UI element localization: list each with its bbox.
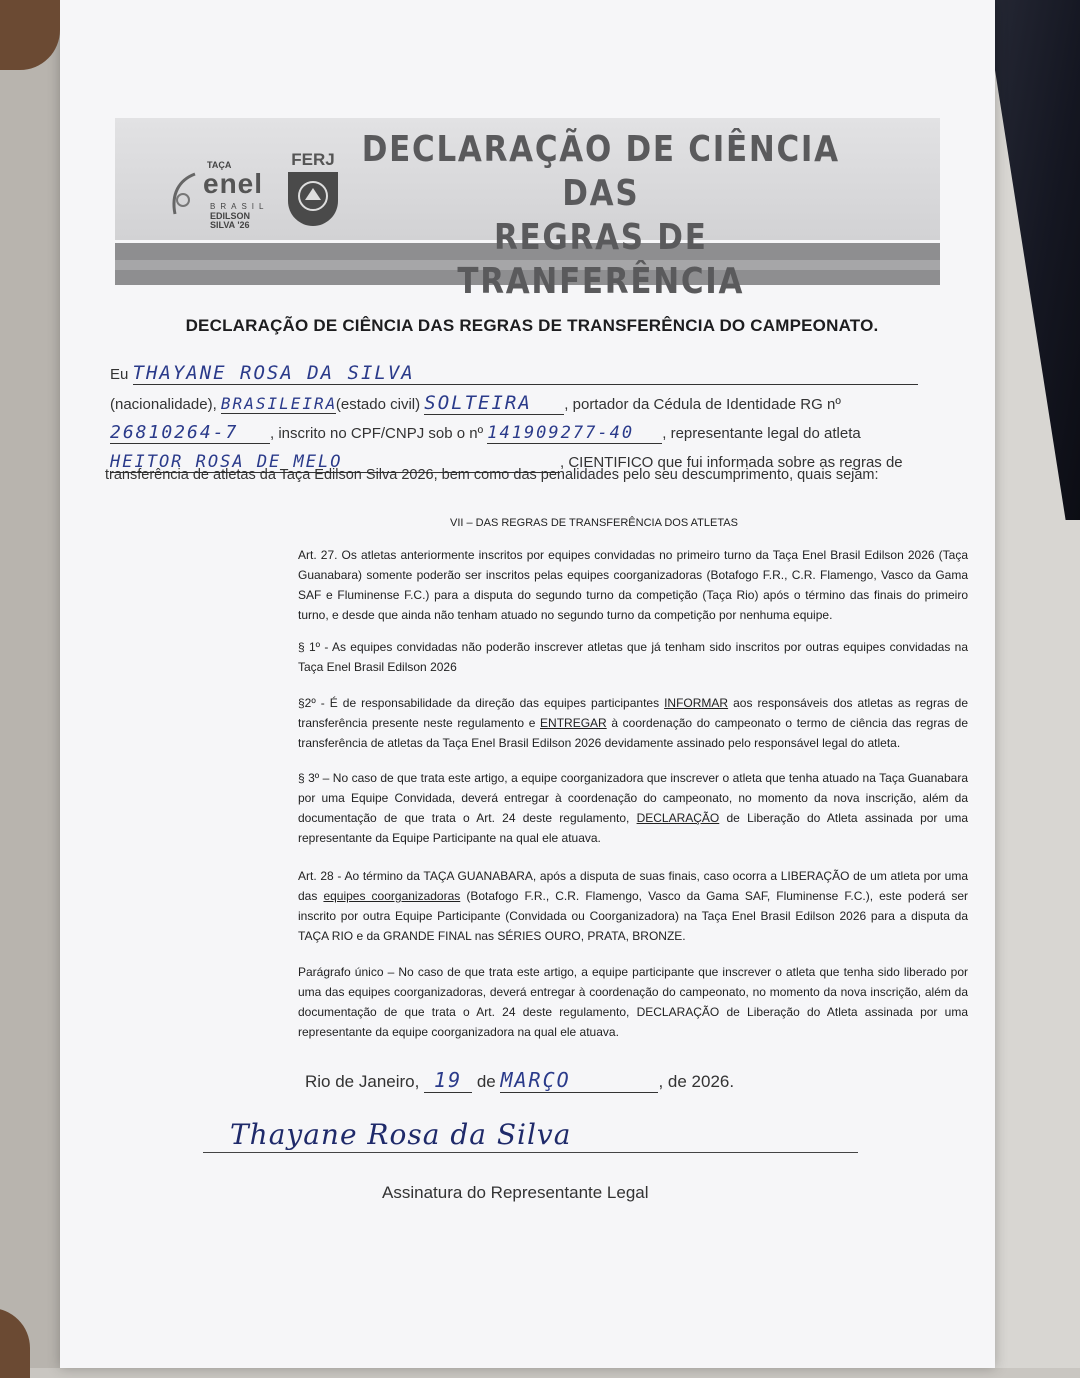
logo-taca-edilson: EDILSON SILVA '26: [210, 211, 251, 230]
date-city: Rio de Janeiro,: [305, 1072, 420, 1091]
nacionalidade-label: (nacionalidade),: [110, 396, 217, 413]
document-page: [60, 0, 995, 1368]
estado-civil-label: (estado civil): [335, 396, 421, 413]
header-title-line1: DECLARAÇÃO DE CIÊNCIA DAS: [361, 129, 840, 214]
paragraph-2: [298, 693, 968, 753]
name-value: THAYANE ROSA DA SILVA: [132, 362, 415, 384]
form-line-nationality: [110, 392, 841, 415]
p2-text-a: §2º - É de responsabilidade da direção das equipes participantes: [298, 696, 665, 710]
rg-value: 26810264-7: [110, 422, 239, 443]
art27-paragraph: Art. 27. Os atletas anteriormente inscritos por equipes convidadas no primeiro turno da Taça Enel Brasil Edilson 2026 (Taça Guanabara) somente poderão ser inscritos pelas equipes coorganizadoras (Botafogo F.R., C.R. Flamengo, Vasco da Gama SAF e Fluminense F.C.) para a disputa do segundo turno da competição (Taça Rio) após o término das finais do primeiro turno, e desde que ainda não tenham atuado no segundo turno da competição por nenhuma equipe.: [298, 548, 968, 622]
estado-civil-field[interactable]: [424, 392, 564, 415]
form-line-rg: [110, 422, 861, 444]
art28-equipes: equipes coorganizadoras: [323, 889, 461, 903]
cpf-label: , inscrito no CPF/CNPJ sob o nº: [270, 425, 484, 442]
shield-icon: [288, 172, 338, 226]
eu-label: Eu: [110, 366, 129, 383]
art28-text-b: (Botafogo F.R., C.R. Flamengo, Vasco da Gama SAF, Fluminense F.C.), este poderá ser inscrito por outra Equipe Participante (Convidada ou Coorganizadora) na Taça Enel Brasil Edilson 2026 para a disputa da TAÇA RIO e da GRANDE FINAL nas SÉRIES OURO, PRATA, BRONZE.: [298, 889, 968, 943]
date-day-field[interactable]: [424, 1068, 472, 1093]
p2-entregar: ENTREGAR: [540, 716, 607, 730]
paragraph-1: § 1º - As equipes convidadas não poderão inscrever atletas que já tenham sido inscritos por outras equipes convidadas na Taça Enel Brasil Edilson 2026: [298, 640, 968, 674]
ferj-logo-text: FERJ: [291, 150, 335, 169]
atleta-value: HEITOR ROSA DE MELO: [110, 452, 343, 472]
header-title-line2: REGRAS DE TRANFERÊNCIA: [457, 217, 745, 302]
p2-informar: INFORMAR: [664, 696, 729, 710]
p2-text-b: aos responsáveis dos atletas as regras de transferência presente neste regulamento e: [298, 696, 968, 730]
signature-label: Assinatura do Representante Legal: [382, 1183, 649, 1202]
paragrafo-unico: Parágrafo único – No caso de que trata este artigo, a equipe participante que inscrever o atleta que tenha sido liberado por uma das equipes coorganizadoras, deverá entregar à coordenação do campeonato, no momento da nova inscrição, além da documentação de que trata o Art. 24 deste regulamento, DECLARAÇÃO de Liberação do Atleta assinada por uma representante da equipe coorganizadora na qual ele atuava.: [298, 965, 968, 1039]
date-line: [305, 1068, 734, 1093]
logo-taca-brand: enel: [203, 168, 264, 199]
cpf-field[interactable]: [487, 423, 662, 444]
nacionalidade-field[interactable]: [221, 394, 336, 414]
handwritten-signature: Thayane Rosa da Silva: [230, 1118, 572, 1151]
cientifico-label: , CIENTIFICO que fui informada sobre as regras de: [560, 454, 903, 471]
logo-taca-brasil: BRASIL: [210, 202, 269, 211]
p3-declaracao: DECLARAÇÃO: [636, 811, 720, 825]
document-subtitle: DECLARAÇÃO DE CIÊNCIA DAS REGRAS DE TRANSFERÊNCIA DO CAMPEONATO.: [185, 316, 879, 335]
transfer-line: transferência de atletas da Taça Edilson Silva 2026, bem como das penalidades pelo seu descumprimento, quais sejam:: [105, 467, 879, 483]
representante-label: , representante legal do atleta: [662, 425, 861, 442]
date-de: de: [476, 1072, 496, 1091]
p3-text-a: § 3º – No caso de que trata este artigo, a equipe coorganizadora que inscrever o atleta que tenha atuado na Taça Guanabara por uma Equipe Convidada, deverá entregar à coordenação do campeonato, no momento da nova inscrição, além da documentação de que trata o Art. 24 deste regulamento,: [298, 771, 968, 825]
paragraph-3: [298, 768, 968, 848]
cpf-value: 141909277-40: [487, 423, 635, 443]
header-title: [360, 128, 842, 304]
date-year: , de 2026.: [658, 1072, 735, 1091]
art28-text-a: Art. 28 - Ao término da TAÇA GUANABARA, após a disputa de suas finais, caso ocorra a LIBERAÇÃO de um atleta por uma das: [298, 869, 968, 903]
name-field[interactable]: [133, 362, 918, 385]
portador-label: , portador da Cédula de Identidade RG nº: [564, 396, 841, 413]
ball-icon: [165, 170, 201, 220]
signature-line[interactable]: [203, 1152, 858, 1153]
form-line-name: [110, 362, 918, 385]
p3-text-b: de Liberação do Atleta assinada por uma representante da Equipe Participante na qual ele atuava.: [298, 811, 968, 845]
date-month: MARÇO: [500, 1068, 571, 1092]
logo-taca-small: TAÇA: [207, 160, 232, 170]
p2-text-c: à coordenação do campeonato o termo de ciência das regras de transferência de atletas da Taça Enel Brasil Edilson 2026 devidamente assinado pelo responsável legal do atleta.: [298, 716, 968, 750]
ferj-logo: [282, 150, 344, 228]
background-left: [0, 0, 60, 1368]
rg-field[interactable]: [110, 422, 270, 444]
taca-enel-logo: [165, 140, 269, 230]
nacionalidade-value: BRASILEIRA: [220, 394, 338, 413]
estado-civil-value: SOLTEIRA: [424, 392, 532, 414]
date-month-field[interactable]: [500, 1068, 658, 1093]
date-day: 19: [434, 1068, 463, 1092]
section-title: VII – DAS REGRAS DE TRANSFERÊNCIA DOS ATLETAS: [450, 517, 738, 529]
art28-paragraph: [298, 866, 968, 946]
